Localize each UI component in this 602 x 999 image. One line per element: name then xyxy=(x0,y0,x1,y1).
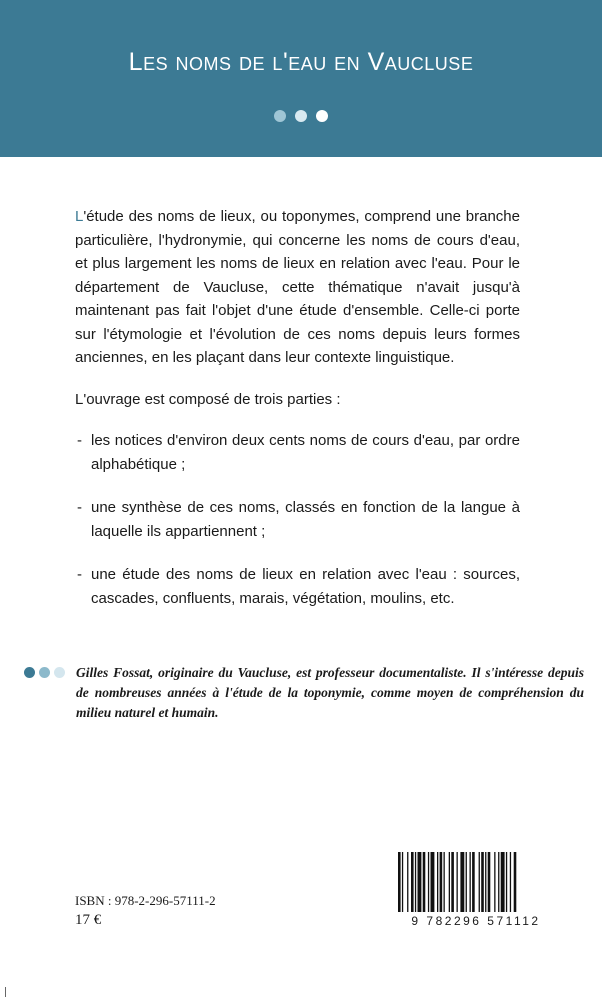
barcode-bar xyxy=(449,852,450,912)
author-bio-text: , originaire du Vaucluse, est professeur documentaliste. Il s'intéresse depuis de nombreuses années à l'étude de la toponymie, comme moyen de compréhension du milieu naturel et humain. xyxy=(76,665,584,720)
header-band xyxy=(0,0,602,157)
barcode-bar xyxy=(472,852,475,912)
barcode xyxy=(388,848,564,932)
barcode-bar xyxy=(479,852,480,912)
price-label: 17 € xyxy=(75,912,102,928)
list-item: - une étude des noms de lieux en relation avec l'eau : sources, cascades, confluents, marais, végétation, moulins, etc. xyxy=(75,563,520,610)
barcode-bar xyxy=(457,852,458,912)
drop-initial: L xyxy=(75,208,84,225)
barcode-bar xyxy=(498,852,499,912)
dot-icon xyxy=(295,110,307,122)
isbn-label: ISBN : 978-2-296-57111-2 xyxy=(75,893,216,908)
barcode-bar xyxy=(431,852,435,912)
barcode-bar xyxy=(485,852,486,912)
barcode-bar xyxy=(460,852,464,912)
barcode-bar xyxy=(398,852,401,912)
header-dots xyxy=(274,110,328,122)
barcode-bar xyxy=(451,852,454,912)
book-title: Les noms de l'eau en Vaucluse xyxy=(128,48,474,76)
barcode-bar xyxy=(501,852,505,912)
dot-icon xyxy=(316,110,328,122)
dot-icon xyxy=(24,667,35,678)
barcode-bar xyxy=(466,852,467,912)
intro-paragraph xyxy=(75,205,520,370)
structure-intro: L'ouvrage est composé de trois parties : xyxy=(75,390,341,408)
list-item: - une synthèse de ces noms, classés en fonction de la langue à laquelle ils appartiennent ; xyxy=(75,496,520,543)
author-bio xyxy=(76,663,584,723)
barcode-bar xyxy=(418,852,422,912)
barcode-bar xyxy=(444,852,445,912)
parts-list xyxy=(75,429,520,610)
barcode-bars xyxy=(388,848,564,914)
barcode-bar xyxy=(488,852,491,912)
barcode-bar xyxy=(494,852,495,912)
margin-mark xyxy=(5,987,6,997)
barcode-bar xyxy=(514,852,517,912)
back-cover-text xyxy=(75,205,520,630)
barcode-bar xyxy=(437,852,438,912)
barcode-bar xyxy=(411,852,414,912)
author-block xyxy=(24,663,584,723)
dot-icon xyxy=(274,110,286,122)
list-item: - les notices d'environ deux cents noms de cours d'eau, par ordre alphabétique ; xyxy=(75,429,520,476)
dot-icon xyxy=(39,667,50,678)
barcode-bar xyxy=(402,852,403,912)
barcode-number: 9 782296 571112 xyxy=(411,914,541,928)
barcode-bar xyxy=(428,852,429,912)
barcode-bar xyxy=(415,852,416,912)
barcode-bar xyxy=(470,852,471,912)
barcode-bar xyxy=(407,852,408,912)
barcode-bar xyxy=(481,852,484,912)
dot-icon xyxy=(54,667,65,678)
author-name: Gilles Fossat xyxy=(76,665,150,680)
barcode-bar xyxy=(423,852,426,912)
barcode-bar xyxy=(510,852,511,912)
author-dots xyxy=(24,667,65,678)
barcode-bar xyxy=(506,852,507,912)
barcode-bar xyxy=(440,852,443,912)
intro-text: 'étude des noms de lieux, ou toponymes, comprend une branche particulière, l'hydronymie, qui concerne les noms de cours d'eau, et plus largement les noms de lieux en relation avec l'eau. Pour le département de Vaucluse, cette thématique n'avait jusqu'à maintenant pas fait l'objet d'une étude d'ensemble. Celle-ci porte sur l'étymologie et l'évolution de ces noms depuis leurs formes anciennes, en les plaçant dans leur contexte linguistique. xyxy=(75,208,520,366)
